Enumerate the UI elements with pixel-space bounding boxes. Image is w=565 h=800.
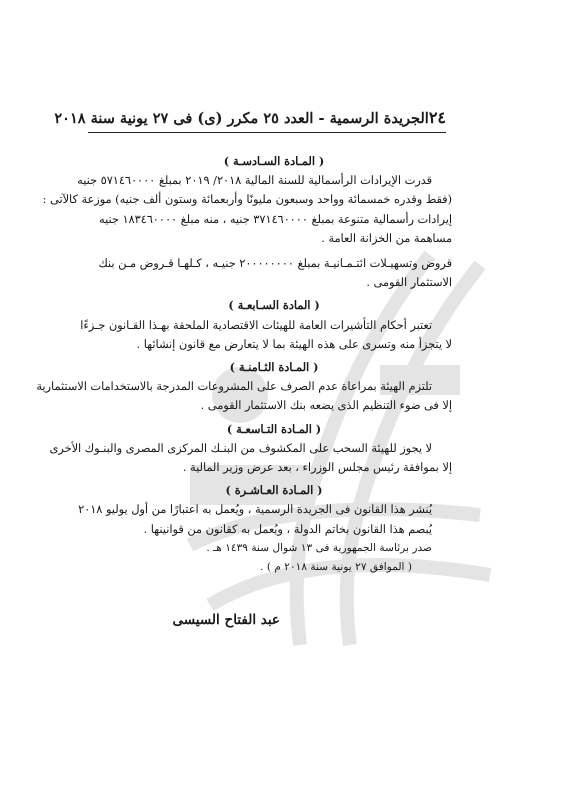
article-tenth-line: يُنشر هذا القانون فى الجريدة الرسمية ، ويُعمل به اعتبارًا من أول يوليو ٢٠١٨ <box>78 503 432 517</box>
article-sixth-line: إيرادات رأسمالية متنوعة بمبلغ ٣٧١٤٦٠٠٠٠ جنيه ، منه مبلغ ١٨٣٤٦٠٠٠٠ جنيه <box>99 212 452 226</box>
issue-date: صدر برئاسة الجمهورية فى ١٣ شوال سنة ١٤٣٩ هـ . <box>206 541 432 554</box>
header-divider <box>88 132 446 133</box>
article-ninth-line: لا يجوز للهيئة السحب على المكشوف من البنـك المركزى المصرى والبنـوك الأخرى <box>49 441 432 455</box>
article-sixth-line: (فقط وقدره خمسمائة وواحد وسبعون مليونًا وأربعمائة وستون ألف جنيه) موزعة كالآتى : <box>42 193 452 207</box>
presidential-signature: عبد الفتاح السيسى <box>172 612 280 628</box>
gregorian-date: ( الموافق ٢٧ يونية سنة ٢٠١٨ م ) . <box>260 561 412 574</box>
gazette-title: الجريدة الرسمية - العدد ٢٥ مكرر (ى) فى ٢٧ يونية سنة ٢٠١٨ <box>54 110 429 127</box>
article-sixth-heading: ( المـادة السـادسـة ) <box>223 154 325 168</box>
article-eighth-line: تلتزم الهيئة بمراعاة عدم الصرف على المشروعات المدرجة بالاستخدامات الاستثمارية <box>36 380 432 394</box>
article-tenth-heading: ( المـادة العـاشـرة ) <box>225 483 323 498</box>
article-eighth-heading: ( المـادة الثـامنـة ) <box>229 360 319 375</box>
article-seventh-line: لا يتجزأ منه وتسرى على هذه الهيئة بما لا يتعارض مع قانون إنشائها . <box>136 337 452 351</box>
document-body <box>36 148 452 577</box>
article-tenth-line: يُبصم هذا القانون بخاتم الدولة ، ويُعمل به كقانون من قوانينها . <box>143 522 432 536</box>
article-sixth-line: مساهمة من الخزانة العامة . <box>321 231 452 245</box>
article-sixth-line: الاستثمار القومى . <box>366 276 452 290</box>
page-header <box>54 108 446 127</box>
page-number: ٢٤ <box>428 108 446 127</box>
article-seventh-line: تعتبر أحكام التأشيرات العامة للهيئات الاقتصادية الملحقة بهـذا القـانون جـزءًا <box>80 318 432 332</box>
article-ninth-heading: ( المـادة التـاسعـة ) <box>226 421 322 436</box>
article-ninth-line: إلا بموافقة رئيس مجلس الوزراء ، بعد عرض وزير المالية . <box>182 461 452 475</box>
article-seventh-heading: ( المادة السـابعـة ) <box>228 298 320 313</box>
article-eighth-line: إلا فى ضوء التنظيم الذى يضعه بنك الاستثمار القومى . <box>200 399 452 413</box>
article-sixth-line: قدرت الإيرادات الرأسمالية للسنة المالية ٢٠١٨/ ٢٠١٩ بمبلغ ٥٧١٤٦٠٠٠٠ جنيه <box>77 174 432 188</box>
article-sixth-line: قروض وتسهيـلات ائتـمـانيـة بمبلغ ٢٠٠٠٠٠٠٠٠ جنيـه ، كـلهـا قـروض مـن بنك <box>98 257 452 271</box>
